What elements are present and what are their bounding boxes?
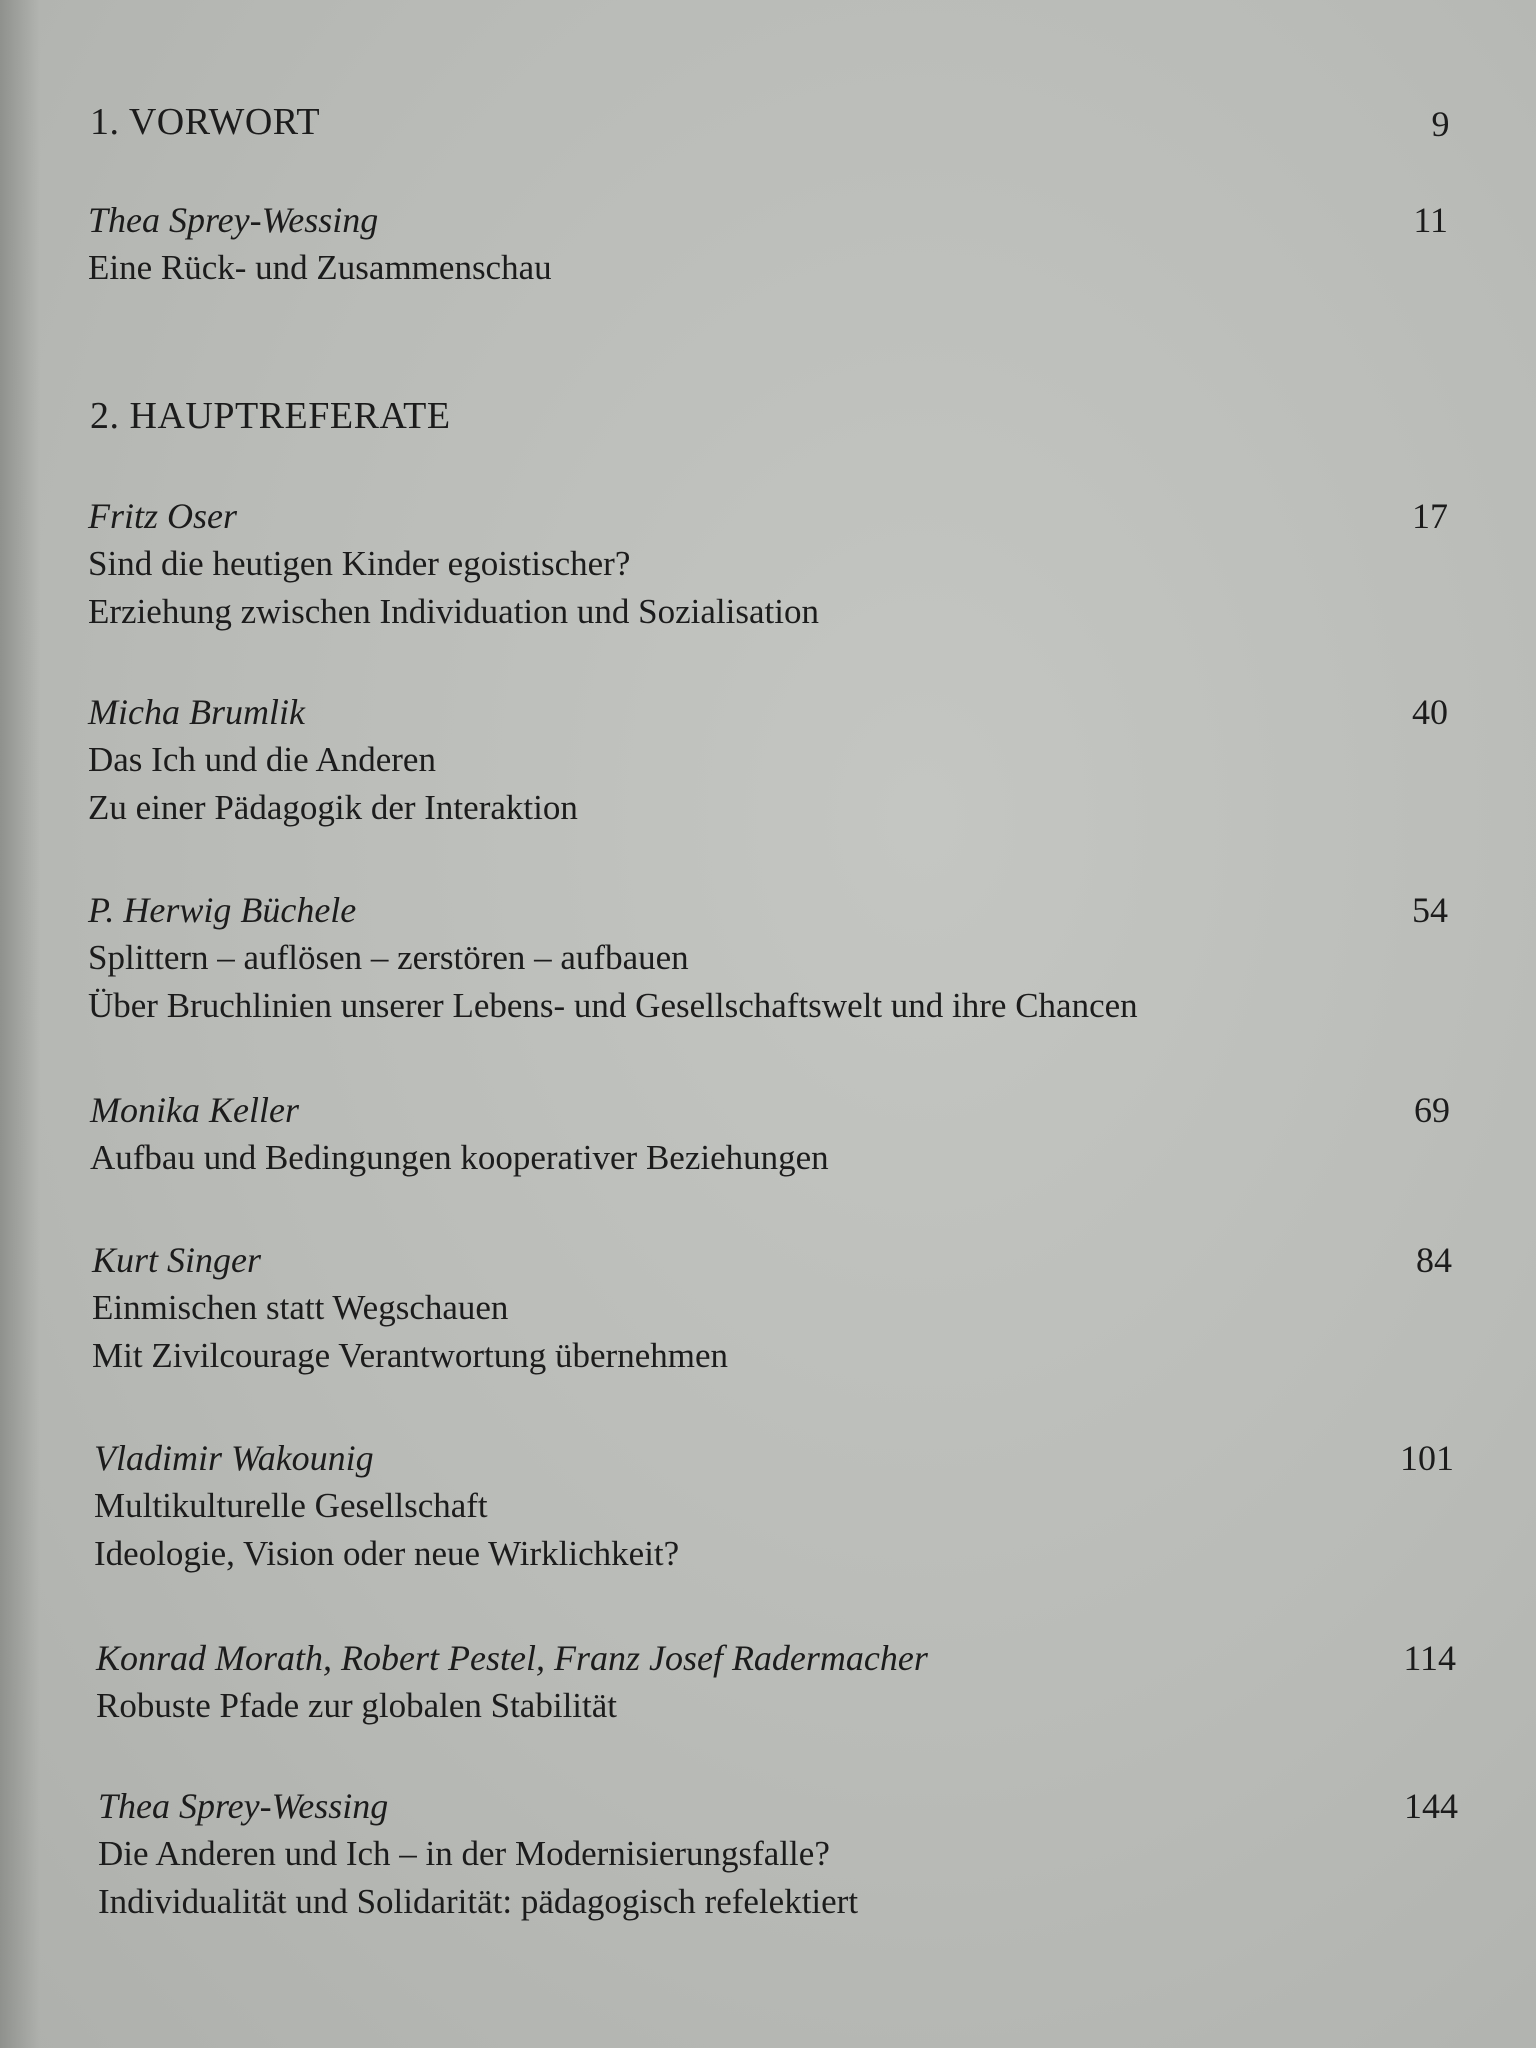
entry-title-line: Einmischen statt Wegschauen: [92, 1288, 509, 1327]
entry-title-line: Mit Zivilcourage Verantwortung übernehmen: [92, 1336, 728, 1375]
toc-entry: [88, 196, 1448, 292]
entry-title-line: Die Anderen und Ich – in der Modernisierungsfalle?: [98, 1834, 830, 1873]
section-heading-hauptreferate: [90, 394, 1450, 438]
entry-page-number: 54: [1412, 890, 1448, 930]
entry-title-line: Erziehung zwischen Individuation und Sozialisation: [88, 592, 819, 631]
entry-page-number: 69: [1414, 1090, 1450, 1130]
entry-title-line: Über Bruchlinien unserer Lebens- und Gesellschaftswelt und ihre Chancen: [88, 986, 1138, 1025]
entry-author: Konrad Morath, Robert Pestel, Franz Josef Radermacher: [96, 1638, 928, 1678]
entry-page-number: 144: [1404, 1786, 1458, 1826]
entry-page-number: 11: [1413, 200, 1448, 240]
entry-title-line: Das Ich und die Anderen: [88, 740, 436, 779]
entry-page-number: 40: [1412, 692, 1448, 732]
entry-title-line: Aufbau und Bedingungen kooperativer Beziehungen: [90, 1138, 829, 1177]
toc-entry: [94, 1434, 1454, 1578]
entry-author: P. Herwig Büchele: [88, 890, 357, 930]
entry-title-line: Multikulturelle Gesellschaft: [94, 1486, 488, 1525]
section-heading-text: 1. VORWORT: [90, 101, 321, 143]
entry-author: Vladimir Wakounig: [94, 1438, 374, 1478]
section-page-number: 9: [1431, 104, 1450, 144]
entry-page-number: 84: [1416, 1240, 1452, 1280]
section-heading-text: 2. HAUPTREFERATE: [90, 395, 451, 437]
toc-entry: [92, 1236, 1452, 1380]
entry-author: Thea Sprey-Wessing: [98, 1786, 389, 1826]
entry-title-line: Ideologie, Vision oder neue Wirklichkeit?: [94, 1534, 680, 1573]
entry-author: Kurt Singer: [92, 1240, 262, 1280]
page-binding-shadow: [0, 0, 40, 2048]
toc-entry: [90, 1086, 1450, 1182]
entry-title-line: Splittern – auflösen – zerstören – aufbauen: [88, 938, 689, 977]
entry-title-line: Zu einer Pädagogik der Interaktion: [88, 788, 578, 827]
toc-entry: [96, 1634, 1456, 1730]
section-heading-vorwort: [90, 100, 1450, 144]
entry-title-line: Eine Rück- und Zusammenschau: [88, 248, 552, 287]
toc-entry: [98, 1782, 1458, 1926]
toc-entry: [88, 886, 1448, 1030]
entry-author: Monika Keller: [90, 1090, 299, 1130]
entry-page-number: 17: [1412, 496, 1448, 536]
entry-author: Micha Brumlik: [88, 692, 305, 732]
toc-entry: [88, 688, 1448, 832]
entry-title-line: Sind die heutigen Kinder egoistischer?: [88, 544, 631, 583]
entry-page-number: 101: [1400, 1438, 1454, 1478]
entry-page-number: 114: [1403, 1638, 1456, 1678]
entry-title-line: Individualität und Solidarität: pädagogisch refelektiert: [98, 1882, 859, 1921]
entry-author: Thea Sprey-Wessing: [88, 200, 379, 240]
toc-entry: [88, 492, 1448, 636]
entry-title-line: Robuste Pfade zur globalen Stabilität: [96, 1686, 618, 1725]
entry-author: Fritz Oser: [88, 496, 238, 536]
